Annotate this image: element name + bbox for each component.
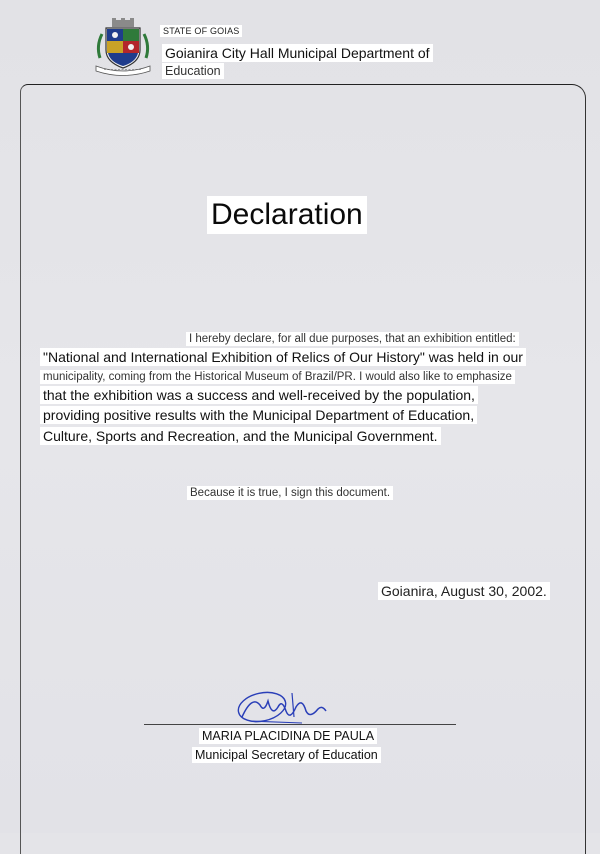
body-line: "National and International Exhibition of Relics of Our History" was held in our bbox=[40, 348, 526, 366]
coat-of-arms-icon bbox=[92, 18, 154, 76]
body-line: that the exhibition was a success and well-received by the population, bbox=[40, 386, 478, 404]
header-department-subline: Education bbox=[162, 63, 224, 79]
signature-line bbox=[144, 724, 456, 725]
header-state-label: STATE OF GOIAS bbox=[160, 25, 242, 37]
header-department-name: Goianira City Hall Municipal Department of bbox=[162, 44, 433, 62]
closing-statement: Because it is true, I sign this document. bbox=[187, 486, 393, 500]
document-title: Declaration bbox=[207, 196, 367, 234]
place-and-date: Goianira, August 30, 2002. bbox=[378, 582, 550, 600]
signer-title: Municipal Secretary of Education bbox=[192, 747, 381, 763]
body-line: Culture, Sports and Recreation, and the Municipal Government. bbox=[40, 427, 441, 445]
signer-name: MARIA PLACIDINA DE PAULA bbox=[199, 728, 377, 744]
body-line: providing positive results with the Municipal Department of Education, bbox=[40, 406, 477, 424]
body-line: I hereby declare, for all due purposes, that an exhibition entitled: bbox=[186, 332, 519, 346]
body-line: municipality, coming from the Historical Museum of Brazil/PR. I would also like to emphasize bbox=[40, 370, 515, 384]
